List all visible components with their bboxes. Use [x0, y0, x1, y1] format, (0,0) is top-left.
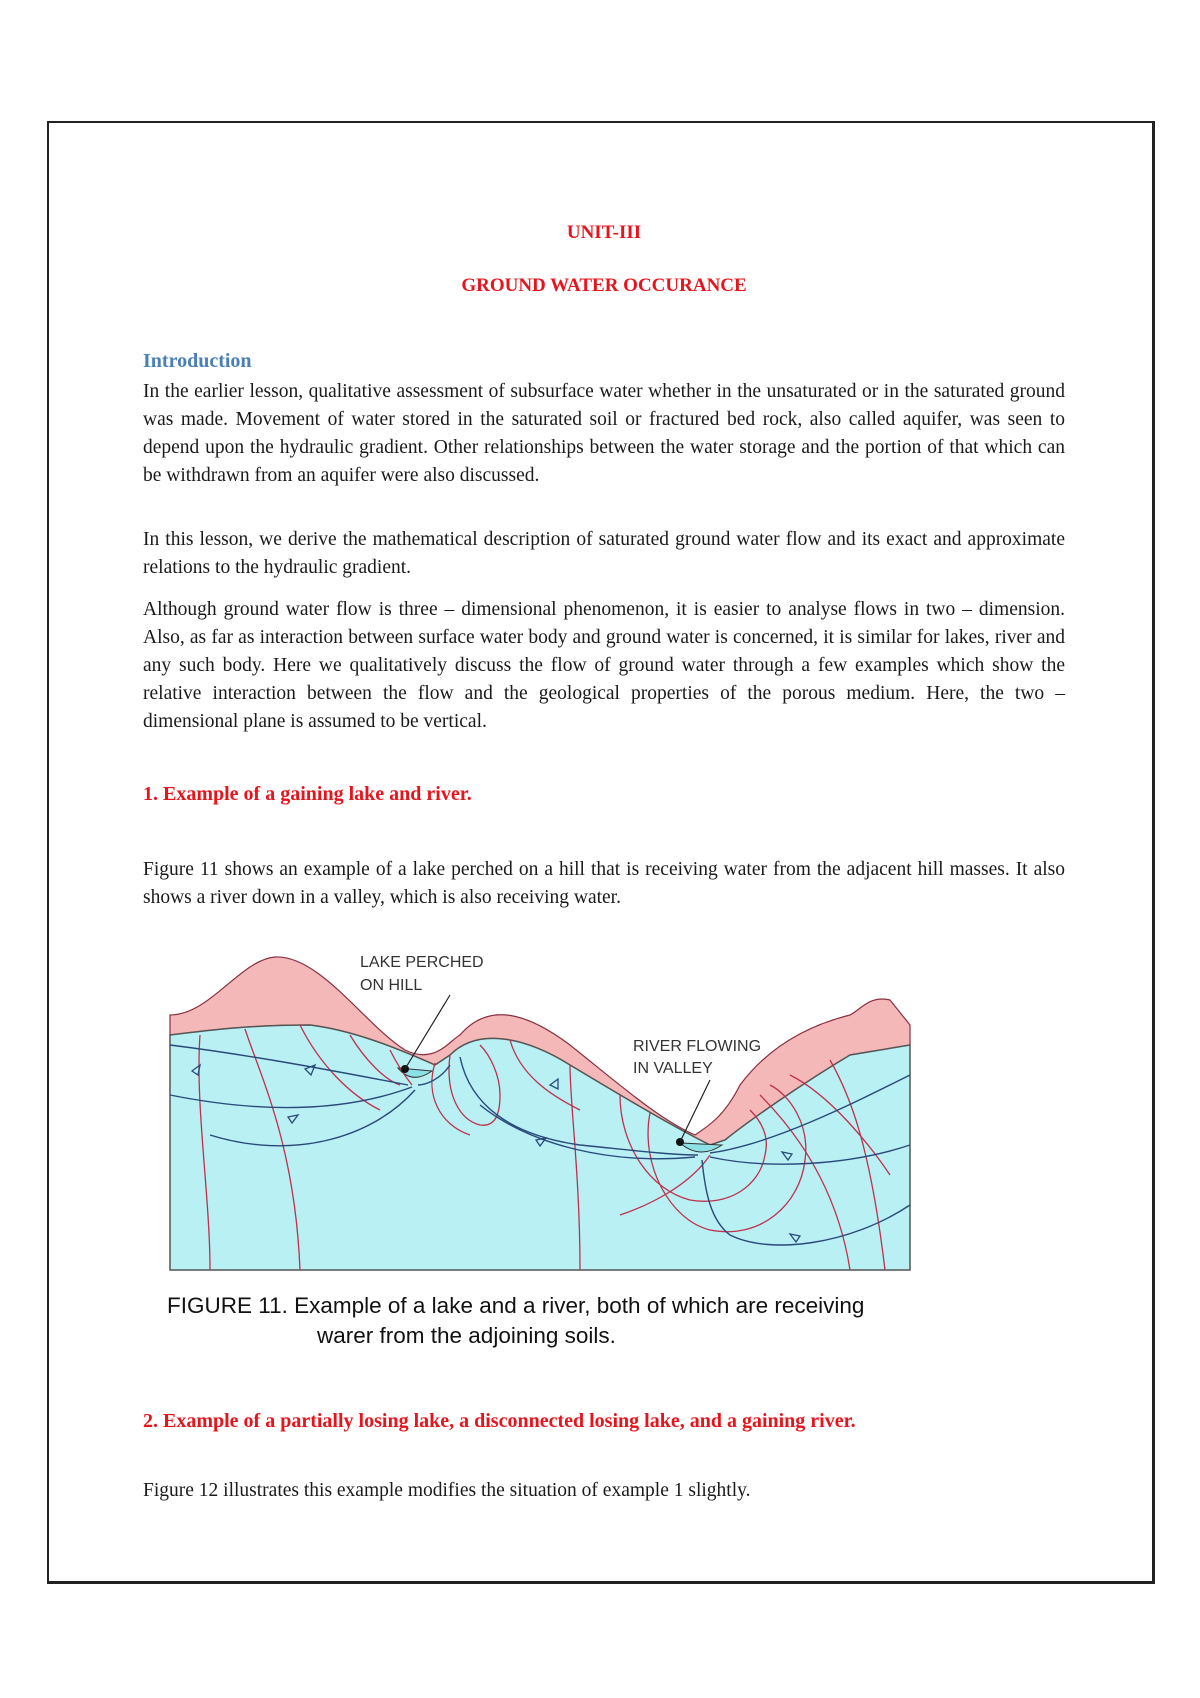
river-label-line2: IN VALLEY	[633, 1060, 713, 1077]
example-2-text: Figure 12 illustrates this example modifies the situation of example 1 slightly.	[143, 1480, 751, 1501]
unit-heading: UNIT-III	[566, 222, 642, 243]
example-2-heading: 2. Example of a partially losing lake, a disconnected losing lake, and a gaining river.	[143, 1410, 856, 1432]
figure-11-diagram	[150, 945, 990, 1275]
river-label-line1: RIVER FLOWING	[633, 1038, 762, 1055]
lake-label-line1: LAKE PERCHED	[360, 954, 484, 971]
caption-line-1: FIGURE 11. Example of a lake and a river, both of which are receiving	[167, 1293, 865, 1318]
paragraph-3: Although ground water flow is three – dimensional phenomenon, it is easier to analyse flows in two – dimension. Also, as far as interaction between surface water body and ground water is concerned, it is similar for lakes, river and any such body. Here we qualitatively discuss the flow of ground water through a few examples which show the relative interaction between the flow and the geological properties of the porous medium. Here, the two – dimensional plane is assumed to be vertical.	[143, 599, 1065, 732]
page-border	[47, 121, 1155, 1584]
paragraph-2: In this lesson, we derive the mathematical description of saturated ground water flow and its exact and approximate relations to the hydraulic gradient.	[143, 529, 1065, 578]
paragraph-1: In the earlier lesson, qualitative assessment of subsurface water whether in the unsaturated or in the saturated ground was made. Movement of water stored in the saturated soil or fractured bed rock, also called aquifer, was seen to depend upon the hydraulic gradient. Other relationships between the water storage and the portion of that which can be withdrawn from an aquifer were also discussed.	[143, 381, 1065, 486]
example-1-heading: 1. Example of a gaining lake and river.	[143, 783, 472, 805]
caption-line-2: warer from the adjoining soils.	[317, 1323, 616, 1348]
lake-label-line2: ON HILL	[360, 977, 423, 994]
figure-11-caption	[167, 1291, 864, 1351]
example-1-text: Figure 11 shows an example of a lake perched on a hill that is receiving water from the adjacent hill masses. It also shows a river down in a valley, which is also receiving water.	[143, 859, 1065, 908]
introduction-heading: Introduction	[143, 350, 252, 372]
page-title: GROUND WATER OCCURANCE	[461, 275, 747, 296]
